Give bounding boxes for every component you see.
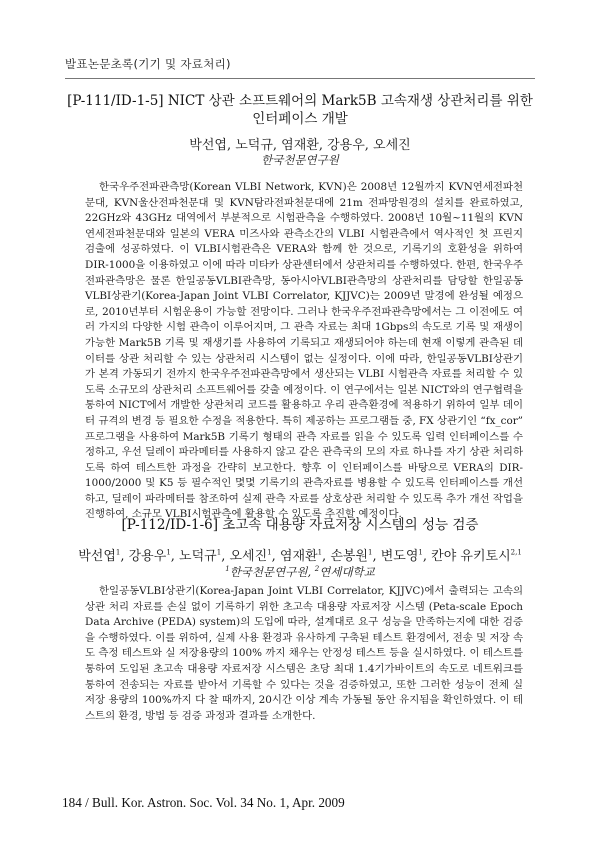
- header-rule: [65, 78, 535, 79]
- author: 박선엽$^1$: [78, 548, 121, 564]
- abstract-1-title: [P-111/ID-1-5] NICT 상관 소프트웨어의 Mark5B 고속재생 상관처리를 위한 인터페이스 개발: [67, 93, 533, 127]
- abstract-2-title: [P-112/ID-1-6] 초고속 대용량 자료저장 시스템의 성능 검증: [121, 517, 479, 533]
- author: 노덕규$^1$: [179, 548, 222, 564]
- abstract-2-authors: 박선엽$^1$, 강용우$^1$, 노덕규$^1$, 오세진$^1$, 염재환$^1$, 손봉원$^1$, 변도영$^1$, 칸야 유키토시$^{2,1}$: [78, 548, 522, 564]
- author: 손봉원$^1$: [330, 548, 373, 564]
- author: 강용우$^1$: [128, 548, 171, 564]
- page-footer: 184 / Bull. Kor. Astron. Soc. Vol. 34 No. 1, Apr. 2009: [62, 795, 345, 810]
- abstract-2-body: 한일공동VLBI상관기(Korea-Japan Joint VLBI Correlator, KJJVC)에서 출력되는 고속의 상관 처리 자료를 손실 없이 기록하기 위한 초고속 대용량 자료저장 시스템 (Peta-scale Epoch Data Archive (PEDA) system)의 도입에 따라, 설계대로 요구 성능을 만족하는지에 대한 검증을 수행하였다. 이를 위하여, 실제 사용 환경과 유사하게 구축된 테스트 환경에서, 전송 및 저장 속도 측정 테스트와 실 저장용량의 100% 까지 채우는 안정성 테스트 등을 실시하였다. 이 테스트를 통하여 도입된 초고속 대용량 자료저장 시스템은 초당 최대 1.4기가바이트의 속도로 네트워크를 통하여 전송되는 자료를 받아서 기록할 수 있다는 것을 검증하였고, 또한 그러한 성능이 전체 실 저장 용량의 100%까지 다 찰 때까지, 20시간 이상 계속 가동될 동안 유지됨을 확인하였다. 이 테스트의 환경, 방법 등 검증 과정과 결과를 소개한다.: [85, 585, 523, 722]
- abstract-2-affiliations: $^1$한국천문연구원, $^2$연세대학교: [225, 565, 375, 579]
- author: 오세진$^1$: [229, 548, 272, 564]
- abstract-1-body: 한국우주전파관측망(Korean VLBI Network, KVN)은 2008년 12월까지 KVN연세전파천문대, KVN울산전파천문대 및 KVN탐라전파천문대에 21m 전파망원경의 설치를 완료하였고, 22GHz와 43GHz 대역에서 부분적으로 시험관측을 수행하였다. 2008년 10월~11월의 KVN연세전파천문대와 일본의 VERA 미즈사와 관측소간의 VLBI 시험관측에서 역사적인 첫 프린지 검출에 성공하였다. 이 VLBI시험관측은 VERA와 함께 한 것으로, 기록기의 호환성을 위하여 DIR-1000을 이용하였고 이에 따라 미타카 상관센터에서 상관처리를 수행하였다. 한편, 한국우주전파관측망은 물론 한일공동VLBI관측망, 동아시아VLBI관측망의 상관처리를 담당할 한일공동VLBI상관기(Korea-Japan Joint VLBI Correlator, KJJVC)는 2009년 말경에 완성될 예정으로, 2010년부터 시험운용이 가능할 전망이다. 그러나 한국우주전파관측망에서는 그 이전에도 여러 가지의 다양한 시험 관측이 이루어지며, 그 관측 자료는 최대 1Gbps의 속도로 기록 및 재생이 가능한 Mark5B 기록 및 재생기를 사용하여 기록되고 재생되어야 하는데 현재 이렇게 관측된 데이터를 상관 처리할 수 있는 상관처리 시스템이 없는 실정이다. 이에 따라, 한일공동VLBI상관기가 본격 가동되기 전까지 한국우주전파관측망에서 생산되는 VLBI 시험관측 자료를 처리할 수 있도록 소규모의 상관처리 소프트웨어를 갖출 예정이다. 이 연구에서는 일본 NICT와의 연구협력을 통하여 NICT에서 개발한 상관처리 코드를 활용하고 우리 관측환경에 적용하기 위하여 일부 데이터 규격의 변경 등 필요한 수정을 적용한다. 특히 제공하는 프로그램들 중, FX 상관기인 “fx_cor” 프로그램을 사용하여 Mark5B 기록기 형태의 관측 자료를 읽을 수 있도록 입력 인터페이스를 수정하고, 우선 딜레이 파라메터를 사용하지 않고 같은 관측국의 모의 자료 하나를 자기 상관 처리하도록 하여 테스트한 과정을 간략히 보고한다. 향후 이 인터페이스를 바탕으로 VERA의 DIR-1000/2000 및 K5 등 필수적인 몇몇 기록기의 관측자료를 병용할 수 있도록 인터페이스를 개선하고, 딜레이 파라메터를 참조하여 실제 관측 자료를 상호상관 처리할 수 있도록 추가 개선 작업을 진행하여, 소규모 VLBI시험관측에 활용할 수 있도록 추진할 예정이다.: [85, 181, 523, 521]
- abstract-1-affiliation: 한국천문연구원: [261, 153, 339, 167]
- section-header: 발표논문초록(기기 및 자료처리): [65, 57, 231, 71]
- author: 염재환$^1$: [279, 548, 323, 564]
- abstract-1-authors: 박선엽, 노덕규, 염재환, 강용우, 오세진: [189, 138, 411, 153]
- author: 변도영$^1$: [380, 548, 423, 564]
- author: 칸야 유키토시$^{2,1}$: [431, 548, 522, 564]
